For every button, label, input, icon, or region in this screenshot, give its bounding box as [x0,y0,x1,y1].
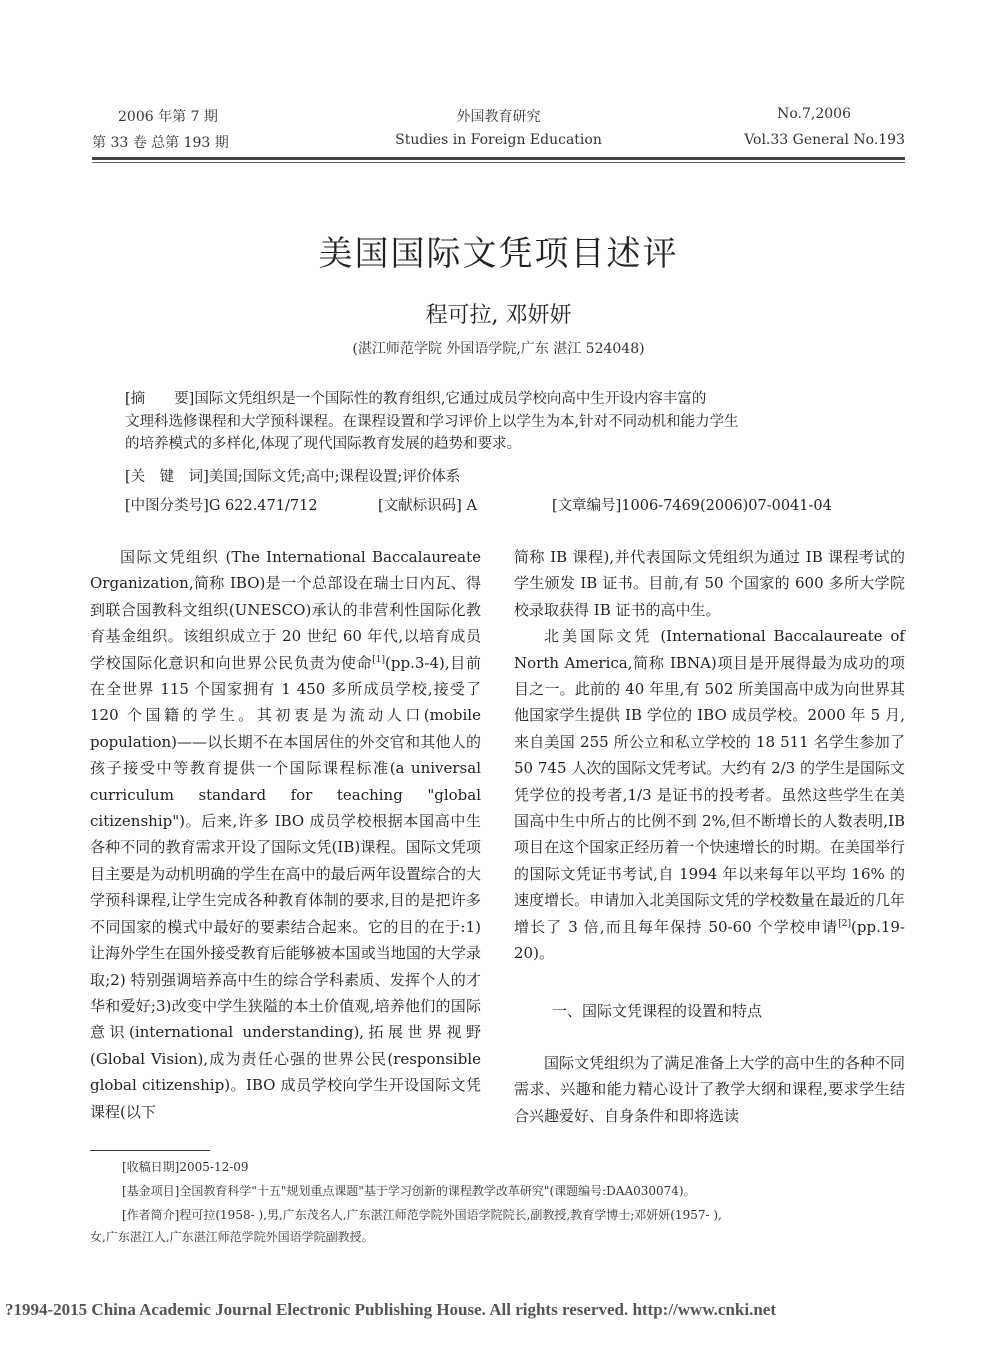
body-paragraph: 国际文凭组织为了满足准备上大学的高中生的各种不同需求、兴趣和能力精心设计了教学大纲和课程,要求学生结合兴趣爱好、自身条件和即将选读 [514,1054,905,1125]
author-affiliation: (湛江师范学院 外国语学院,广东 湛江 524048) [352,341,645,357]
keywords-text: 美国;国际文凭;高中;课程设置;评价体系 [208,469,461,485]
keywords-label: [关 键 词] [125,469,209,485]
clc-label: [中图分类号] [125,498,209,514]
copyright-watermark: ?1994-2015 China Academic Journal Electronic Publishing House. All rights reserved. http://www.cnki.net [5,1300,777,1319]
journal-title-en: Studies in Foreign Education [395,132,602,148]
body-text: (pp.19-20)。 [514,917,905,963]
body-text: 国际文凭组织 (The International Baccalaureate Organization,简称 IBO)是一个总部设在瑞士日内瓦、得到联合国教科文组织(UNESCO)承认的非营利性国际化教育基金组织。该组织成立于 20 世纪 60 年代,以培育成员学校国际化意识和向世界公民负责为使命 [90,548,481,672]
document-code [378,494,477,515]
header-rule-thin [92,162,905,163]
clc-value: G 622.471/712 [208,498,318,514]
section-heading: 一、国际文凭课程的设置和特点 [552,1002,763,1020]
abstract-line-2: 文理科选修课程和大学预科课程。在课程设置和学习评价上以学生为本,针对不同动机和能力学生 [125,413,739,430]
volume-number-en: Vol.33 General No.193 [744,132,905,148]
citation-ref: [2] [838,918,852,929]
body-paragraph [90,544,481,1125]
abstract-line-1: 国际文凭组织是一个国际性的教育组织,它通过成员学校向高中生开设内容丰富的 [194,391,707,407]
volume-number: 第 33 卷 总第 193 期 [92,135,229,151]
body-paragraph [514,623,905,966]
article-authors: 程可拉, 邓妍妍 [425,303,572,328]
footnote-rule [90,1150,210,1151]
abstract-line-3: 的培养模式的多样化,体现了现代国际教育发展的趋势和要求。 [125,436,522,452]
art-value: 1006-7469(2006)07-0041-04 [621,498,832,514]
body-paragraph: 简称 IB 课程),并代表国际文凭组织为通过 IB 课程考试的学生颁发 IB 证书。目前,有 50 个国家的 600 多所大学院校录取获得 IB 证书的高中生。 [514,548,905,619]
art-label: [文章编号] [552,498,622,514]
body-text: (pp.3-4),目前在全世界 115 个国家拥有 1 450 多所成员学校,接受了 120 个国籍的学生。其初衷是为流动人口(mobile population)——以长期不在本国居住的外交官和其他人的孩子接受中等教育提供一个国际课程标准(a universal curriculum standard for teaching "global citizenship")。后来,许多 IBO 成员学校根据本国高中生各种不同的教育需求开设了国际文凭(IB)课程。国际文凭项目主要是为动机明确的学生在高中的最后两年设置综合的大学预科课程,让学生完成各种教育体制的要求,目的是把许多不同国家的模式中最好的要素结合起来。它的目的在于:1) 让海外学生在国外接受教育后能够被本国或当地国的大学录取;2) 特别强调培养高中生的综合学科素质、发挥个人的才华和爱好;3)改变中学生狭隘的本土价值观,培养他们的国际意识(international understanding),拓展世界视野(Global Vision),成为责任心强的世界公民(responsible global citizenship)。IBO 成员学校向学生开设国际文凭课程(以下 [90,653,481,1121]
footnote-received: [收稿日期]2005-12-09 [122,1160,249,1174]
article-title: 美国国际文凭项目述评 [318,234,679,274]
footnote-bio-cont: 女,广东湛江人,广东湛江师范学院外国语学院副教授。 [90,1230,374,1244]
clc-number [125,494,318,515]
issue-number: 2006 年第 7 期 [118,109,218,125]
body-text: 北美国际文凭 (International Baccalaureate of North America,简称 IBNA)项目是开展得最为成功的项目之一。此前的 40 年里,有 502 所美国高中成为向世界其他国家学生提供 IB 学位的 IBO 成员学校。2000 年 5 月,来自美国 255 所公立和私立学校的 18 511 名学生参加了 50 745 人次的国际文凭考试。大约有 2/3 的学生是国际文凭学位的投考者,1/3 是证书的投考者。虽然这些学生在美国高中生中所占的比例不到 2%,但不断增长的人数表明,IB 项目在这个国家正经历着一个快速增长的时期。在美国举行的国际文凭证书考试,自 1994 年以来每年以平均 16% 的速度增长。申请加入北美国际文凭的学校数量在最近的几年增长了 3 倍,而且每年保持 50-60 个学校申请 [514,627,905,936]
body-left-column [90,544,481,1125]
abstract-label: [摘 要] [125,391,195,407]
body-right-column [514,544,905,967]
body-right-column-continued [514,1050,905,1129]
citation-ref: [1] [372,654,386,665]
doc-label: [文献标识码] [378,498,462,514]
abstract [125,388,875,456]
journal-title-cn: 外国教育研究 [456,109,541,125]
keywords [125,466,875,489]
footnote-fund: [基金项目]全国教育科学"十五"规划重点课题"基于学习创新的课程教学改革研究"(课题编号:DAA030074)。 [122,1184,696,1198]
header-rule [92,157,905,160]
issue-number-en: No.7,2006 [777,106,851,122]
footnote-bio: [作者简介]程可拉(1958- ),男,广东茂名人,广东湛江师范学院外国语学院院长,副教授,教育学博士;邓妍妍(1957- ), [122,1208,722,1222]
doc-value: A [466,498,477,514]
article-number [552,494,832,515]
